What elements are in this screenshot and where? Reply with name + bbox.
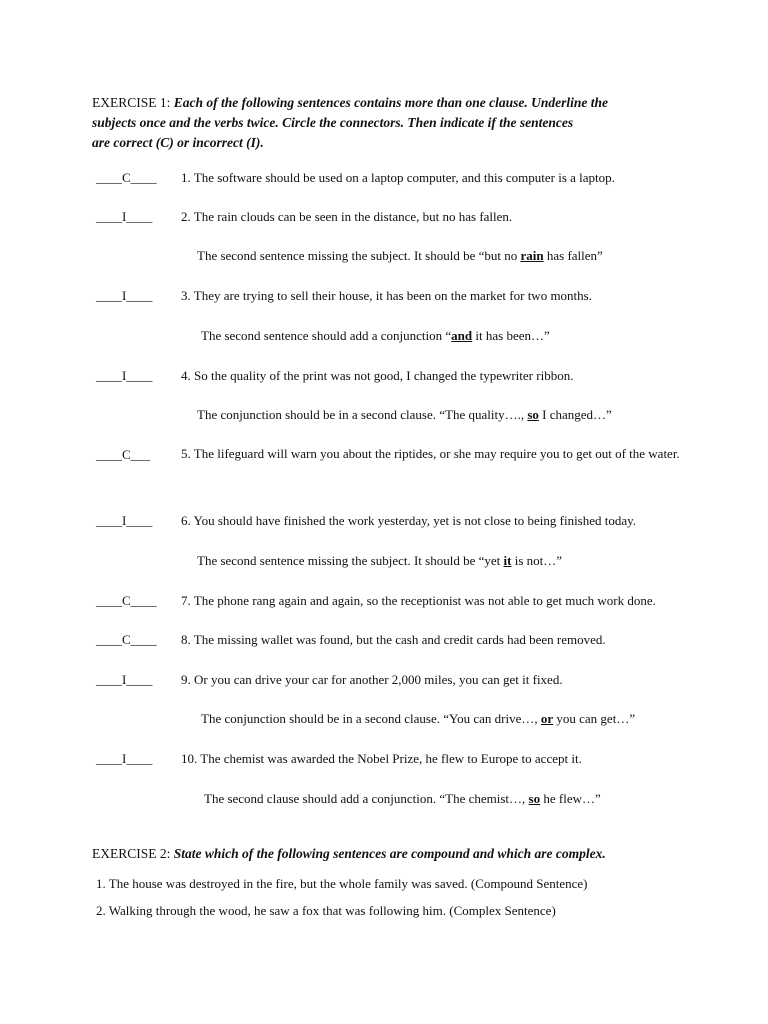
answer-blank-10: ____I____ bbox=[96, 751, 153, 766]
sentence-8: 8. The missing wallet was found, but the cash and credit cards had been removed. bbox=[181, 632, 606, 647]
answer-blank-8: ____C____ bbox=[96, 632, 157, 647]
answer-blank-4: ____I____ bbox=[96, 368, 153, 383]
sentence-2: 2. The rain clouds can be seen in the distance, but no has fallen. bbox=[181, 209, 513, 224]
answer-blank-3: ____I____ bbox=[96, 288, 153, 303]
sentence-7: 7. The phone rang again and again, so the receptionist was not able to get much work done. bbox=[181, 593, 656, 608]
correction-note-3: The second sentence should add a conjunction “and it has been…” bbox=[201, 328, 550, 343]
answer-blank-1: ____C____ bbox=[96, 170, 157, 185]
correction-note-4: The conjunction should be in a second clause. “The quality…., so I changed…” bbox=[197, 407, 612, 422]
sentence-9: 9. Or you can drive your car for another 2,000 miles, you can get it fixed. bbox=[181, 672, 563, 687]
correction-note-6: The second sentence missing the subject. It should be “yet it is not…” bbox=[197, 553, 563, 568]
sentence-5: 5. The lifeguard will warn you about the riptides, or she may require you to get out of the water. bbox=[181, 446, 680, 461]
correction-note-10: The second clause should add a conjunction. “The chemist…, so he flew…” bbox=[204, 791, 601, 806]
sentence-4: 4. So the quality of the print was not good, I changed the typewriter ribbon. bbox=[181, 368, 574, 383]
correction-keyword-3: and bbox=[451, 328, 473, 343]
correction-keyword-6: it bbox=[503, 553, 512, 568]
correction-keyword-4: so bbox=[527, 407, 539, 422]
exercise1-instruction-line1: Each of the following sentences contains more than one clause. Underline the bbox=[173, 95, 609, 110]
exercise1-instruction-line3: are correct (C) or incorrect (I). bbox=[92, 135, 264, 150]
answer-blank-2: ____I____ bbox=[96, 209, 153, 224]
correction-keyword-9: or bbox=[540, 711, 554, 726]
answer-blank-5: ____C___ bbox=[96, 447, 151, 462]
answer-blank-7: ____C____ bbox=[96, 593, 157, 608]
correction-keyword-10: so bbox=[528, 791, 541, 806]
correction-note-9: The conjunction should be in a second clause. “You can drive…, or you can get…” bbox=[201, 711, 636, 726]
exercise1-instruction-line2: subjects once and the verbs twice. Circle the connectors. Then indicate if the sentences bbox=[92, 115, 574, 130]
answer-blank-6: ____I____ bbox=[96, 513, 153, 528]
answer-blank-9: ____I____ bbox=[96, 672, 153, 687]
exercise1-heading bbox=[92, 93, 692, 153]
exercise2-heading bbox=[92, 845, 712, 863]
correction-note-2: The second sentence missing the subject. It should be “but no rain has fallen” bbox=[197, 248, 603, 263]
sentence-3: 3. They are trying to sell their house, it has been on the market for two months. bbox=[181, 288, 592, 303]
sentence-1: 1. The software should be used on a laptop computer, and this computer is a laptop. bbox=[181, 170, 615, 185]
exercise2-label: EXERCISE 2: bbox=[92, 846, 171, 861]
exercise2-item-1: 1. The house was destroyed in the fire, but the whole family was saved. (Compound Sentence) bbox=[96, 876, 588, 891]
sentence-10: 10. The chemist was awarded the Nobel Prize, he flew to Europe to accept it. bbox=[181, 751, 582, 766]
correction-keyword-2: rain bbox=[520, 248, 544, 263]
exercise2-item-2: 2. Walking through the wood, he saw a fox that was following him. (Complex Sentence) bbox=[96, 903, 556, 918]
sentence-6: 6. You should have finished the work yesterday, yet is not close to being finished today. bbox=[181, 513, 637, 528]
exercise2-instruction: State which of the following sentences are compound and which are complex. bbox=[173, 846, 606, 861]
exercise1-label: EXERCISE 1: bbox=[92, 95, 171, 110]
